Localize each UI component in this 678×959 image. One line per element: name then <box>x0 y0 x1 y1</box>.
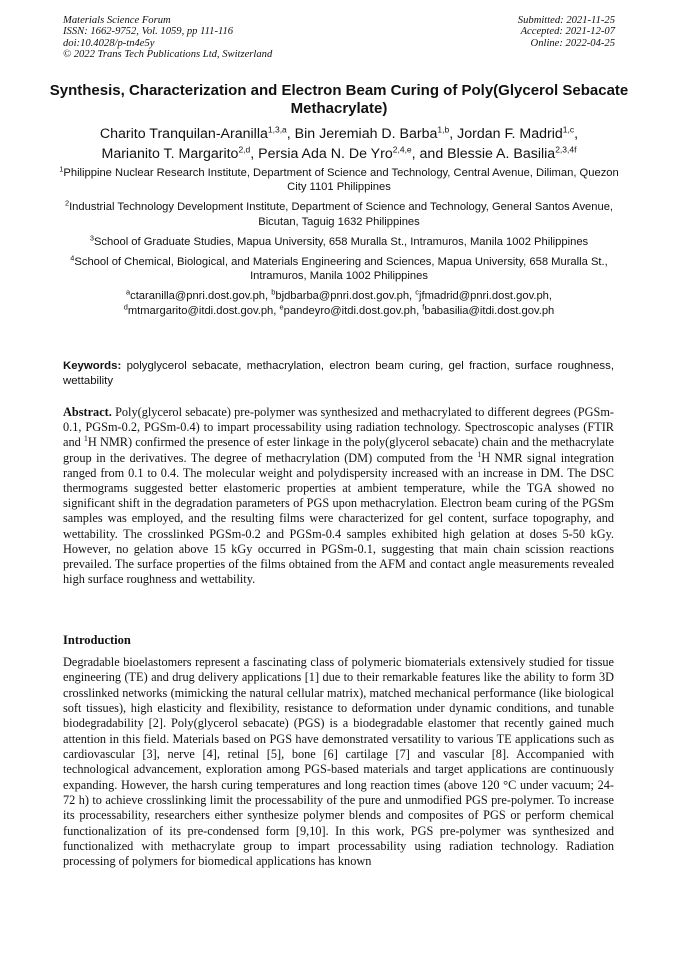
author-name: Blessie A. Basilia <box>447 145 556 162</box>
email-link[interactable]: bjdbarba@pnri.dost.gov.ph <box>275 290 410 303</box>
author-name: Charito Tranquilan-Aranilla <box>99 126 268 142</box>
author-sup: 2,4,e <box>392 143 412 154</box>
submitted-date: Submitted: 2021-11-25 <box>517 15 615 26</box>
journal-issn: ISSN: 1662-9752, Vol. 1059, pp 111-116 <box>63 26 234 38</box>
author-name: Persia Ada N. De Yro <box>258 145 393 162</box>
introduction-heading: Introduction <box>63 633 131 647</box>
abstract: Abstract. Poly(glycerol sebacate) pre-polymer was synthesized and methacrylated to different degrees (PGSm-0.1, PGSm-0.2, PGSm-0.4) to impart processability using radiation technology. Spectroscopic analyses (FTIR and $^1$H NMR) confirmed the presence of ester linkage in the poly(glycerol sebacate) chain and the methacrylate group in the derivatives. The degree of methacrylation (DM) computed from the $^1$H NMR signal integration ranged from 0.1 to 0.4. The molecular weight and polydispersity increased with an increase in DM. The DSC thermograms suggested better elastomeric properties at ambient temperature, while the TGA showed no significant shift in the degradation parameters of PGS upon methacrylation. Electron beam curing of the PGSm samples was employed, and the resulting films were characterized for gel content, surface topography, and wettability. The crosslinked PGSm-0.2 and PGSm-0.4 samples exhibited high gelation at doses 5-50 kGy. However, no gelation above 15 kGy occurred in PGSm-0.1, suggesting that main chain scission reactions prevailed. The surface properties of the films obtained from the AFM and contact angle measurements revealed high surface roughness and wettability. <box>63 405 615 587</box>
author: Persia Ada N. De Yro$^{2,4,e}$, and <box>258 143 448 162</box>
author-list <box>40 125 638 164</box>
introduction-text: Degradable bioelastomers represent a fascinating class of polymeric biomaterials extensively studied for tissue engineering (TE) and drug delivery applications [1] due to their remarkable features like the ability to form 3D crosslinked networks (mimicking the natural cellular matrix), matched mechanical performance (like biological soft tissues), high elasticity and flexibility, resistance to deformation under dynamic conditions, and tunable biodegradability [2]. Poly(glycerol sebacate) (PGS) is a biodegradable elastomer that recently gained much attention in this field. Materials based on PGS have demonstrated versatility to various TE applications such as cardiovascular [3], nerve [4], retinal [5], bone [6] cartilage [7] and vascular [8]. Accompanied with technological advancement, exploration among PGS-based materials and target applications are continuously expanding. However, the harsh curing temperatures and long reaction times (above 120 °C under vacuum; 24-72 h) to achieve crosslinking limit the processability of the pure and unmodified PGS pre-polymer. To increase its processability, researchers either synthesize polymer blends and composites of PGS or perform chemical functionalization of its pre-condensed form [9,10]. In this work, PGS pre-polymer was synthesized and functionalized with methacrylate group to impart processability using radiation technology. Radiation processing of polymers for biomedical applications has known <box>63 655 614 869</box>
author: Charito Tranquilan-Aranilla$^{1,3,a}$, <box>99 124 295 142</box>
paper-title: Synthesis, Characterization and Electron Beam Curing of Poly(Glycerol Sebacate Methacrylate) <box>49 82 629 117</box>
affiliation: $^2$Industrial Technology Development Institute, Department of Science and Technology, General Santos Avenue, Bicutan, Taguig 1632 Philippines <box>64 198 614 228</box>
author <box>447 143 577 162</box>
journal-info <box>63 15 272 61</box>
author: Marianito T. Margarito$^{2,d}$, <box>101 143 259 162</box>
journal-name: Materials Science Forum <box>63 15 171 26</box>
author-sup: 1,b <box>437 124 450 135</box>
author-sup: 2,d <box>238 143 251 154</box>
author-name: Jordan F. Madrid <box>457 126 563 142</box>
author-sup: 2,3,4f <box>555 143 577 154</box>
affiliation: $^1$Philippine Nuclear Research Institute, Department of Science and Technology, Central Avenue, Diliman, Quezon City 1101 Philippines <box>59 164 619 194</box>
accepted-date: Accepted: 2021-12-07 <box>520 26 615 38</box>
journal-copyright: © 2022 Trans Tech Publications Ltd, Switzerland <box>63 49 273 61</box>
author-name: Bin Jeremiah D. Barba <box>294 126 438 142</box>
publication-dates <box>518 15 615 49</box>
email-link[interactable]: mtmargarito@itdi.dost.gov.ph <box>127 304 274 317</box>
online-date: Online: 2022-04-25 <box>530 37 615 49</box>
author-sup: 1,c <box>562 124 575 135</box>
email-link[interactable]: pandeyro@itdi.dost.gov.ph <box>283 304 417 317</box>
email-link[interactable]: babasilia@itdi.dost.gov.ph <box>424 304 555 317</box>
keywords-text: polyglycerol sebacate, methacrylation, electron beam curing, gel fraction, surface roughness, wettability <box>63 360 614 387</box>
email-link[interactable]: jfmadrid@pnri.dost.gov.ph <box>418 290 549 303</box>
keywords <box>63 359 614 389</box>
abstract-label: Abstract. <box>63 405 112 419</box>
author: Jordan F. Madrid$^{1,c}$, <box>457 124 579 142</box>
keywords-label: Keywords: <box>63 360 122 372</box>
author: Bin Jeremiah D. Barba$^{1,b}$, <box>294 124 458 142</box>
author-emails: $^a$ctaranilla@pnri.dost.gov.ph, $^b$bjdbarba@pnri.dost.gov.ph, $^c$jfmadrid@pnri.dost.gov.ph, $^d$mtmargarito@itdi.dost.gov.ph, $^e$pandeyro@itdi.dost.gov.ph, $^f$babasilia@itdi.dost.gov.ph <box>123 287 555 317</box>
affiliation: $^4$School of Chemical, Biological, and Materials Engineering and Sciences, Mapua University, 658 Muralla St., Intramuros, Manila 1002 Philippines <box>70 253 608 283</box>
author-name: Marianito T. Margarito <box>101 145 239 162</box>
affiliations <box>58 166 620 318</box>
author-sup: 1,3,a <box>267 124 287 135</box>
affiliation: $^3$School of Graduate Studies, Mapua University, 658 Muralla St., Intramuros, Manila 1002 Philippines <box>89 233 589 248</box>
email-link[interactable]: ctaranilla@pnri.dost.gov.ph <box>130 290 266 303</box>
journal-doi: doi:10.4028/p-tn4e5y <box>63 37 155 49</box>
